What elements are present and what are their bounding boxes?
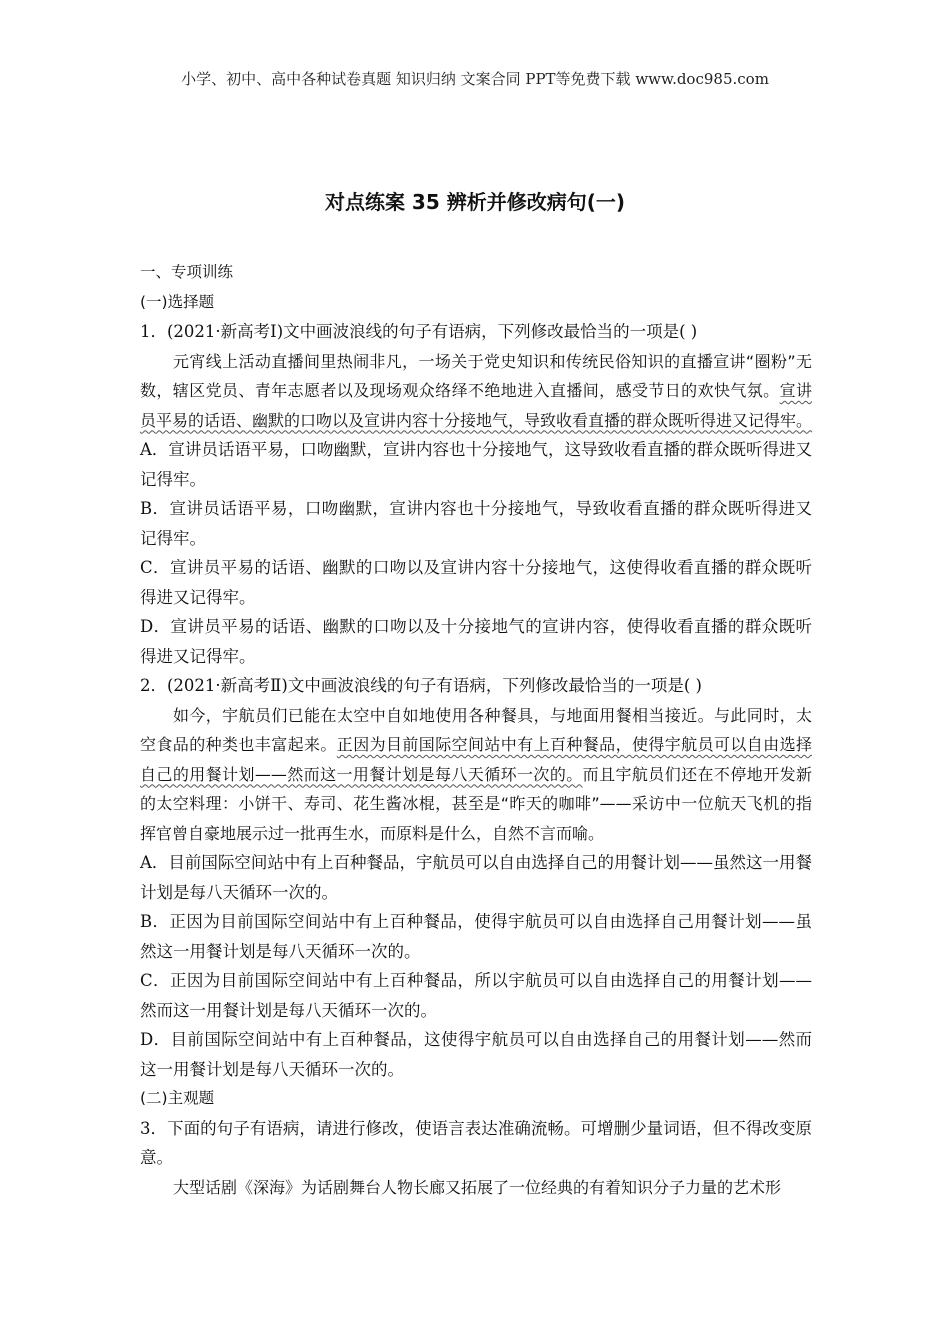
passage-text: 元宵线上活动直播间里热闹非凡，一场关于党史知识和传统民俗知识的直播宣讲“圈粉”无数，辖区党员、青年志愿者以及现场观众络绎不绝地进入直播间，感受节日的欢快气氛。 xyxy=(140,351,812,400)
document-body xyxy=(140,258,812,1202)
question-2-option-c: C．正因为目前国际空间站中有上百种餐品，所以宇航员可以自由选择自己的用餐计划——然而这一用餐计划是每八天循环一次的。 xyxy=(140,971,812,1020)
question-2-option-d: D．目前国际空间站中有上百种餐品，这使得宇航员可以自由选择自己的用餐计划——然而这一用餐计划是每八天循环一次的。 xyxy=(140,1030,812,1079)
question-1-option-a: A．宣讲员话语平易，口吻幽默，宣讲内容也十分接地气，这导致收看直播的群众既听得进又记得牢。 xyxy=(140,440,812,489)
question-1-passage xyxy=(140,347,812,436)
question-3-stem: 3．下面的句子有语病，请进行修改，使语言表达准确流畅。可增删少量词语，但不得改变原意。 xyxy=(140,1118,812,1167)
question-2-passage xyxy=(140,701,812,849)
question-2-option-a: A．目前国际空间站中有上百种餐品，宇航员可以自由选择自己的用餐计划——虽然这一用餐计划是每八天循环一次的。 xyxy=(140,853,812,902)
question-3-passage: 大型话剧《深海》为话剧舞台人物长廊又拓展了一位经典的有着知识分子力量的艺术形 xyxy=(173,1177,782,1197)
page-title: 对点练案 35 辨析并修改病句(一) xyxy=(324,190,626,214)
subsection-heading-choice: (一)选择题 xyxy=(140,292,215,311)
question-2-option-b: B．正因为目前国际空间站中有上百种餐品，使得宇航员可以自由选择自己用餐计划——虽然这一用餐计划是每八天循环一次的。 xyxy=(140,912,812,961)
wavy-underlined-sentence: 正因为目前国际空间站中有上百种餐品，使得宇航员可以自由选择自己的用餐计划——然而这一用餐计划是每八天循环一次的。 xyxy=(140,735,812,784)
subsection-heading-subjective: (二)主观题 xyxy=(140,1089,215,1107)
passage-text-after: 而且宇航员们还在不停地开发新的太空料理：小饼干、寿司、花生酱冰棍，甚至是“昨天的咖啡”——采访中一位航天飞机的指挥官曾自豪地展示过一批再生水，而原料是什么，自然不言而喻。 xyxy=(140,764,812,843)
wavy-underlined-sentence: 宣讲员平易的话语、幽默的口吻以及宣讲内容十分接地气，导致收看直播的群众既听得进又记得牢。 xyxy=(140,381,813,430)
question-2-stem: 2．(2021·新高考Ⅱ)文中画波浪线的句子有语病，下列修改最恰当的一项是( ) xyxy=(140,676,702,695)
section-heading: 一、专项训练 xyxy=(140,263,234,281)
question-1-stem: 1．(2021·新高考Ⅰ)文中画波浪线的句子有语病，下列修改最恰当的一项是( ) xyxy=(140,322,698,341)
question-1-option-b: B．宣讲员话语平易，口吻幽默，宣讲内容也十分接地气，导致收看直播的群众既听得进又记得牢。 xyxy=(140,499,812,548)
question-1-option-c: C．宣讲员平易的话语、幽默的口吻以及宣讲内容十分接地气，这使得收看直播的群众既听得进又记得牢。 xyxy=(140,558,812,607)
question-1-option-d: D．宣讲员平易的话语、幽默的口吻以及十分接地气的宣讲内容，使得收看直播的群众既听得进又记得牢。 xyxy=(140,617,812,666)
page-header: 小学、初中、高中各种试卷真题 知识归纳 文案合同 PPT等免费下载 www.doc985.com xyxy=(181,70,769,88)
passage-text-before: 如今，宇航员们已能在太空中自如地使用各种餐具，与地面用餐相当接近。与此同时，太空食品的种类也丰富起来。 xyxy=(140,705,812,754)
